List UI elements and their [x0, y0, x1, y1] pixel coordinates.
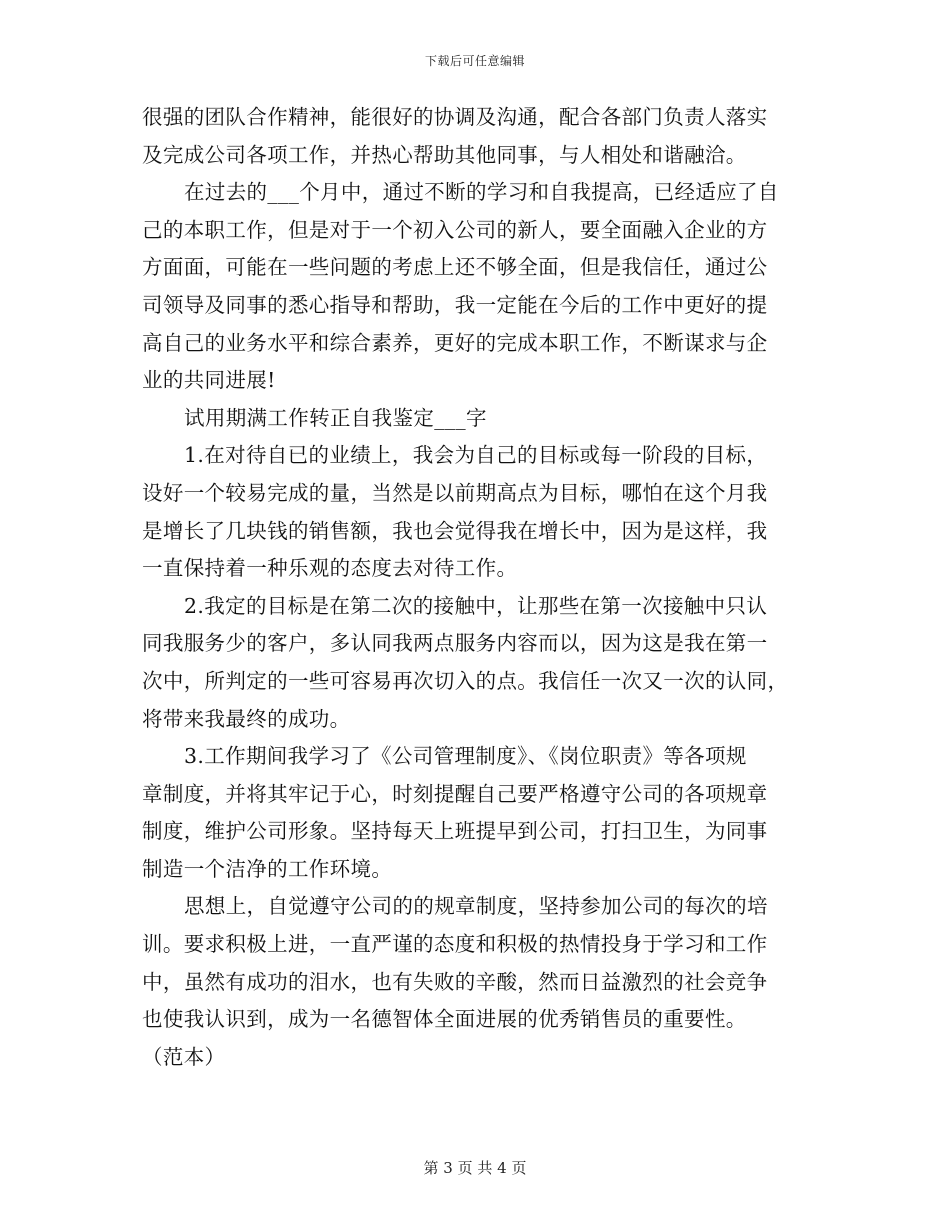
- text-line: 高自己的业务水平和综合素养，更好的完成本职工作，不断谋求与企: [142, 330, 768, 355]
- page-header: 下载后可任意编辑: [424, 54, 525, 68]
- text-line: 2.我定的目标是在第二次的接触中，让那些在第一次接触中只认: [184, 593, 768, 618]
- text-line: 3.工作期间我学习了《公司管理制度》、《岗位职责》等各项规: [184, 744, 747, 769]
- text-line: 设好一个较易完成的量，当然是以前期高点为目标，哪怕在这个月我: [142, 480, 768, 505]
- text-line: 将带来我最终的成功。: [142, 706, 351, 731]
- text-line: 是增长了几块钱的销售额，我也会觉得我在增长中，因为是这样，我: [142, 518, 768, 543]
- text-line: （范本）: [142, 1044, 226, 1069]
- text-line: 很强的团队合作精神，能很好的协调及沟通，配合各部门负责人落实: [142, 105, 768, 129]
- text-line: 也使我认识到，成为一名德智体全面进展的优秀销售员的重要性。: [142, 1007, 747, 1032]
- text-line: 一直保持着一种乐观的态度去对待工作。: [142, 556, 518, 581]
- document-body: [142, 99, 798, 1076]
- text-line: 中，虽然有成功的泪水，也有失败的辛酸，然而日益激烈的社会竞争: [142, 969, 768, 994]
- text-line: 思想上，自觉遵守公司的的规章制度，坚持参加公司的每次的培: [184, 894, 768, 919]
- text-line: 制造一个洁净的工作环境。: [142, 856, 393, 881]
- text-line: 在过去的___个月中，通过不断的学习和自我提高，已经适应了自: [184, 180, 779, 205]
- text-line: 己的本职工作，但是对于一个初入公司的新人，要全面融入企业的方: [142, 217, 768, 242]
- text-line: 制度，维护公司形象。坚持每天上班提早到公司，打扫卫生，为同事: [142, 819, 768, 844]
- text-line: 章制度，并将其牢记于心，时刻提醒自己要严格遵守公司的各项规章: [142, 781, 768, 806]
- text-line: 次中，所判定的一些可容易再次切入的点。我信任一次又一次的认同，: [142, 668, 789, 693]
- text-line: 方面面，可能在一些问题的考虑上还不够全面，但是我信任，通过公: [142, 255, 768, 280]
- text-line: 业的共同进展!: [142, 368, 276, 393]
- text-line: 试用期满工作转正自我鉴定___字: [184, 405, 487, 430]
- page-number: 第 3 页 共 4 页: [423, 1159, 527, 1177]
- text-line: 及完成公司各项工作，并热心帮助其他同事，与人相处和谐融洽。: [142, 142, 747, 167]
- text-line: 训。要求积极上进，一直严谨的态度和积极的热情投身于学习和工作: [142, 932, 768, 957]
- text-line: 1.在对待自已的业绩上，我会为自己的目标或每一阶段的目标，: [184, 443, 768, 468]
- text-line: 同我服务少的客户，多认同我两点服务内容而以，因为这是我在第一: [142, 631, 768, 656]
- text-line: 司领导及同事的悉心指导和帮助，我一定能在今后的工作中更好的提: [142, 292, 768, 317]
